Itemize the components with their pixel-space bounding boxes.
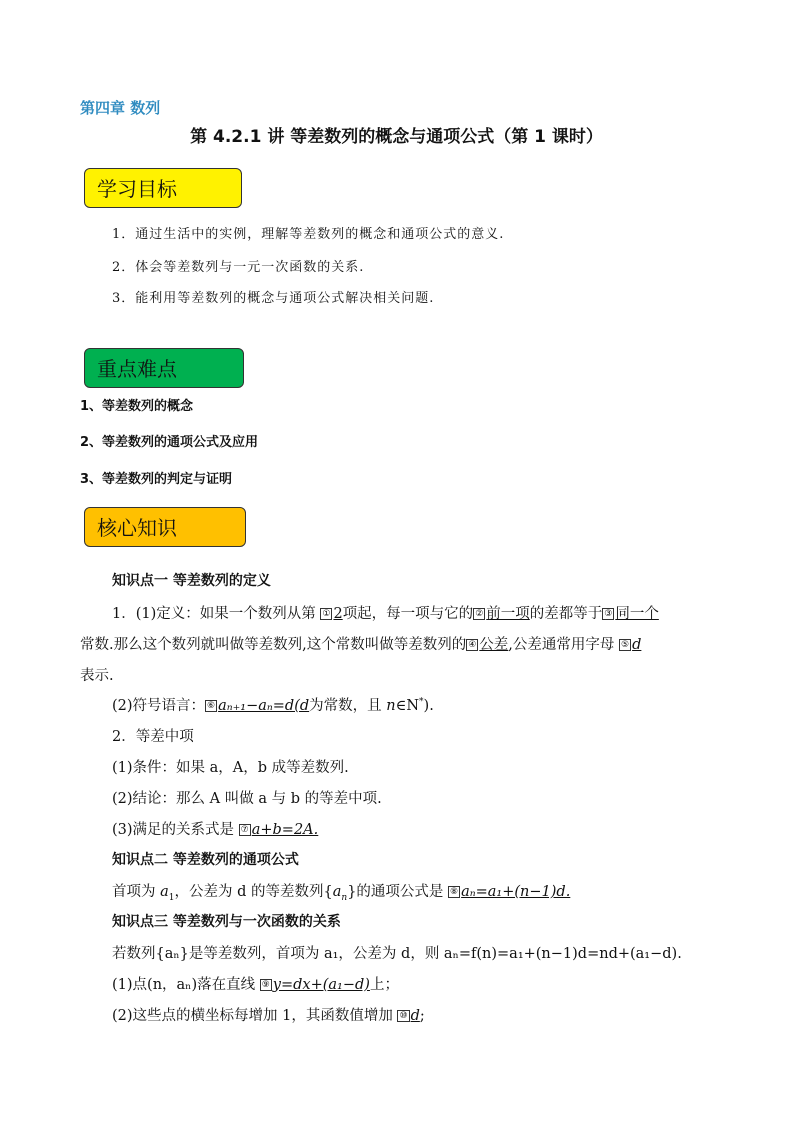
k2-line-1-b: ，公差为 d 的等差数列{ [174,884,333,900]
answer-10: d [410,1008,420,1024]
keypoint-item-3: 3、等差数列的判定与证明 [80,472,233,487]
goal-item-2: 2．体会等差数列与一元一次函数的关系. [112,260,365,275]
answer-4: 公差 [479,637,509,653]
k1-line-6: (1)条件：如果 a，A，b 成等差数列. [112,760,349,776]
goal-item-3: 3．能利用等差数列的概念与通项公式解决相关问题. [112,291,435,306]
k1-line-1 [112,602,659,623]
knowledge-heading-3: 知识点三 等差数列与一次函数的关系 [112,914,341,930]
answer-marker-9: ⑨ [261,980,270,990]
answer-1: 2 [333,606,343,622]
answer-marker-8: ⑧ [450,887,459,897]
answer-marker-2: ② [475,609,484,619]
answer-marker-7: ⑦ [240,825,249,835]
answer-marker-6: ⑥ [207,701,216,711]
k1-line-8-a: (3)满足的关系式是 [112,822,239,838]
k2-line-1-c: }的通项公式是 [347,884,449,900]
goals-badge-label: 学习目标 [97,177,177,201]
k1-line-4-b: 为常数，且 [309,698,382,714]
k3-line-3 [112,1004,425,1025]
k1-line-1-c: 的差都等于 [529,606,603,622]
keypoints-badge-label: 重点难点 [97,357,177,381]
answer-marker-3: ③ [604,609,613,619]
k1-line-1-a: 1．(1)定义：如果一个数列从第 [112,606,321,622]
k3-line-2-b: 上； [369,977,399,993]
k1-line-3: 表示. [80,668,114,684]
k3-line-3-a: (2)这些点的横坐标每增加 1，其函数值增加 [112,1008,398,1024]
answer-8: aₙ=a₁+(n−1)d. [461,884,571,900]
answer-marker-1: ① [322,609,331,619]
answer-9: y=dx+(a₁−d) [272,977,370,993]
answer-6: aₙ₊₁−aₙ=d(d [218,698,310,714]
k1-line-1-b: 项起，每一项与它的 [342,606,474,622]
k1-line-5: 2．等差中项 [112,729,194,745]
k1-line-2 [80,633,641,654]
k1-line-8 [112,818,318,839]
answer-marker-5: ⑤ [621,640,630,650]
k3-line-2 [112,973,399,994]
answer-2: 前一项 [486,606,530,622]
answer-7: a+b=2A. [251,822,319,838]
keypoints-badge [84,348,244,388]
core-badge-label: 核心知识 [97,516,177,540]
goal-item-1: 1．通过生活中的实例，理解等差数列的概念和通项公式的意义. [112,227,505,242]
answer-3: 同一个 [615,606,659,622]
k3-line-3-b: ; [419,1008,425,1024]
k1-line-2-b: ,公差通常用字母 [508,637,620,653]
k2-line-1-a: 首项为 [112,884,161,900]
k1-line-7: (2)结论：那么 A 叫做 a 与 b 的等差中项. [112,791,382,807]
answer-marker-10: ⑩ [399,1011,408,1021]
k3-line-1: 若数列{aₙ}是等差数列，首项为 a₁，公差为 d，则 aₙ=f(n)=a₁+(n−1)d=nd+(a₁−d). [112,946,682,962]
k1-line-4-a: (2)符号语言： [112,698,206,714]
k1-line-2-a: 常数.那么这个数列就叫做等差数列,这个常数叫做等差数列的 [80,637,467,653]
answer-marker-4: ④ [468,640,477,650]
knowledge-heading-2: 知识点二 等差数列的通项公式 [112,852,299,868]
chapter-label: 第四章 数列 [80,99,161,117]
goals-badge [84,168,242,208]
answer-5: d [632,637,642,653]
k2-line-1: 首项为 $a_1$，公差为 d 的等差数列$\{a_n\}$的通项公式是 ⑧ aₙ=a₁+(n−1)d. [112,884,571,903]
keypoint-item-1: 1、等差数列的概念 [80,399,194,414]
knowledge-heading-1: 知识点一 等差数列的定义 [112,573,271,589]
k1-line-4: (2)符号语言： ⑥ aₙ₊₁−aₙ=d(d为常数，且 n∈N*). [112,697,434,714]
core-badge [84,507,246,547]
k1-line-4-d: ). [423,698,434,714]
keypoint-item-2: 2、等差数列的通项公式及应用 [80,435,259,450]
k1-line-4-c: ∈N [395,698,420,714]
k3-line-2-a: (1)点(n，aₙ)落在直线 [112,977,260,993]
page-title: 第 4.2.1 讲 等差数列的概念与通项公式（第 1 课时） [190,127,603,147]
